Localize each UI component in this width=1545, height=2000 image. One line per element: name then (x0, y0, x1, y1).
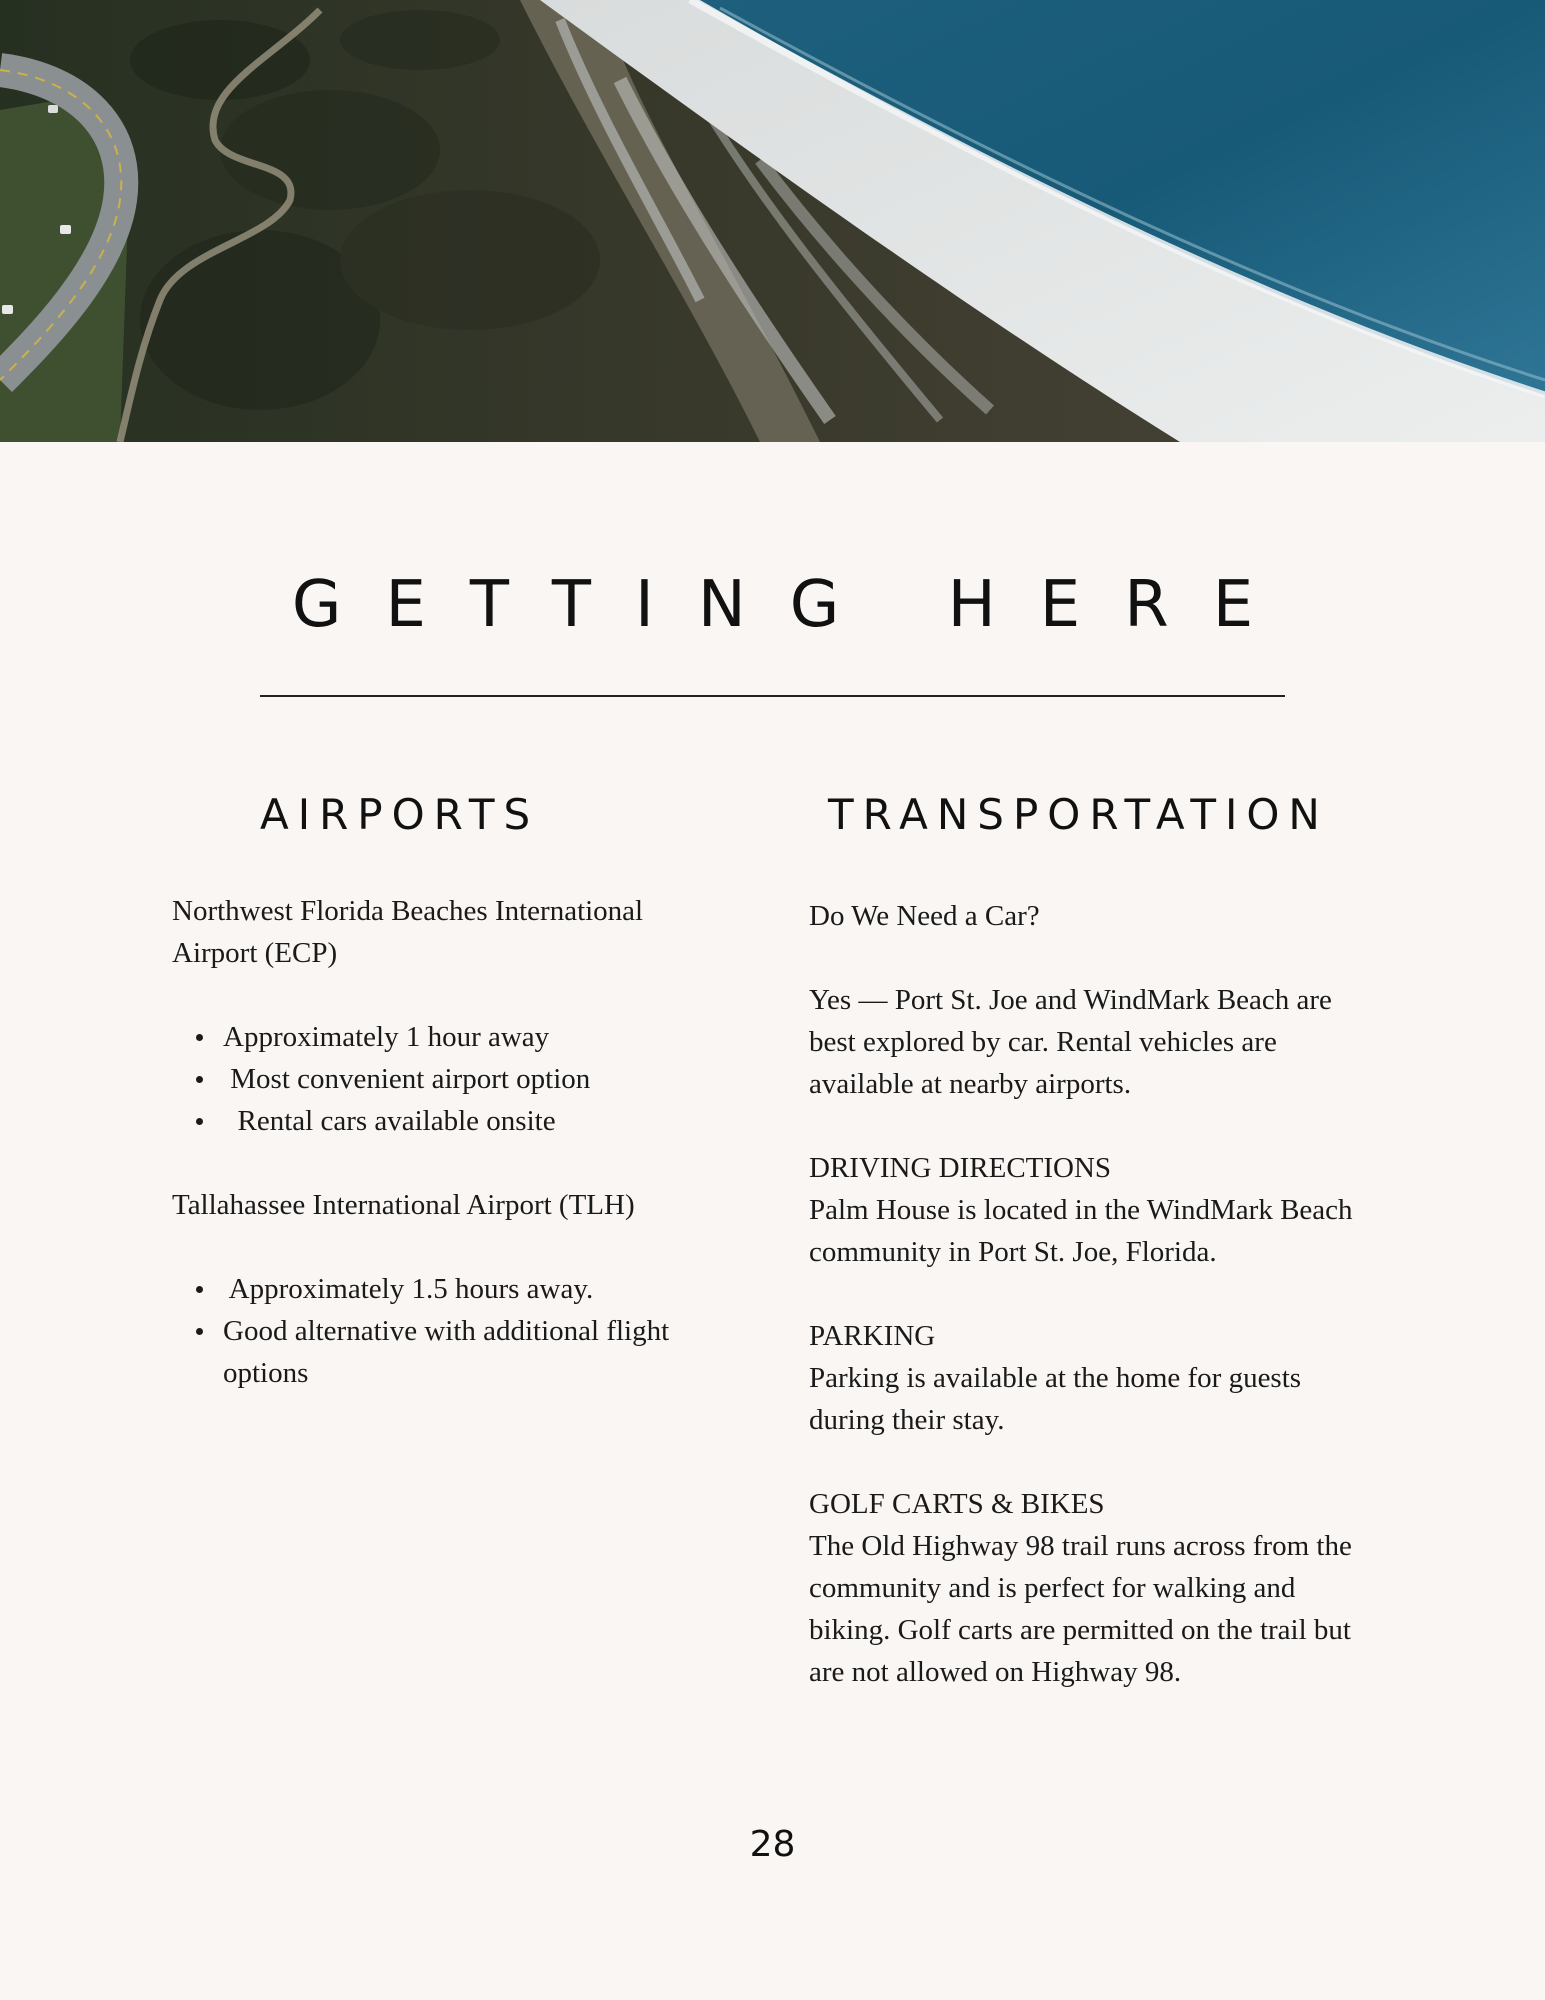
list-item: Good alternative with additional flight options (223, 1310, 743, 1394)
car-answer: Yes — Port St. Joe and WindMark Beach are best explored by car. Rental vehicles are available at nearby airports. (809, 984, 1332, 1100)
parking-text: Parking is available at the home for guests during their stay. (809, 1362, 1302, 1436)
car (48, 105, 58, 113)
bullet-icon (196, 1328, 203, 1335)
header-photo (0, 0, 1545, 442)
car (60, 225, 71, 234)
list-item: Rental cars available onsite (223, 1100, 732, 1142)
airports-column (172, 890, 732, 1394)
driving-directions-text: Palm House is located in the WindMark Beach community in Port St. Joe, Florida. (809, 1194, 1353, 1268)
tlh-bullet-list (172, 1268, 732, 1394)
ecp-bullet-list (172, 1016, 732, 1142)
aerial-beach-illustration (0, 0, 1545, 442)
page-title: GETTING HERE (291, 568, 1298, 642)
tlh-airport-name: Tallahassee International Airport (TLH) (172, 1189, 635, 1221)
list-item: Approximately 1 hour away (223, 1016, 732, 1058)
list-item: Most convenient airport option (223, 1058, 732, 1100)
transportation-column (809, 895, 1399, 1693)
page-number: 28 (749, 1824, 796, 1865)
bullet-icon (196, 1034, 203, 1041)
ecp-airport-name: Northwest Florida Beaches International Airport (ECP) (172, 895, 644, 969)
parking-heading: PARKING (809, 1320, 936, 1352)
car (2, 305, 13, 314)
car-question: Do We Need a Car? (809, 900, 1040, 932)
list-item: Approximately 1.5 hours away. (223, 1268, 732, 1310)
bullet-icon (196, 1076, 203, 1083)
driving-directions-heading: DRIVING DIRECTIONS (809, 1152, 1112, 1184)
title-divider (260, 695, 1285, 697)
golf-carts-text: The Old Highway 98 trail runs across from the community and is perfect for walking and biking. Golf carts are permitted on the trail but are not allowed on Highway 98. (809, 1530, 1352, 1688)
bullet-icon (196, 1286, 203, 1293)
transportation-heading: TRANSPORTATION (828, 790, 1329, 839)
bullet-icon (196, 1118, 203, 1125)
airports-heading: AIRPORTS (260, 790, 540, 839)
golf-carts-heading: GOLF CARTS & BIKES (809, 1488, 1105, 1520)
